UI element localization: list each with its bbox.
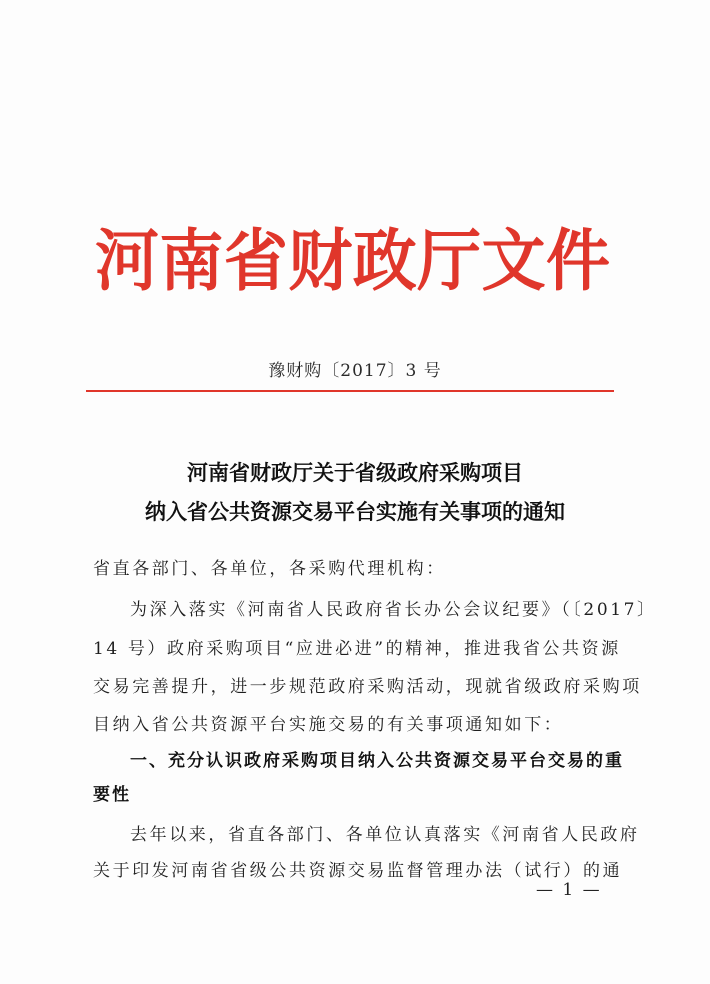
section-heading: 要性 [93, 785, 131, 805]
notice-title-line-1: 河南省财政厅关于省级政府采购项目 [187, 461, 523, 485]
document-header-title [95, 220, 610, 304]
paragraph-line: 目纳入省公共资源平台实施交易的有关事项通知如下： [93, 715, 564, 735]
page-number: — 1 — [536, 880, 602, 900]
paragraph-line: 为深入落实《河南省人民政府省长办公会议纪要》（〔2017〕 [130, 600, 657, 620]
paragraph-line: 去年以来，省直各部门、各单位认真落实《河南省人民政府 [130, 825, 640, 845]
header-char: 财 [288, 222, 353, 301]
header-char: 政 [352, 222, 417, 301]
header-char: 南 [159, 222, 224, 301]
header-char: 省 [223, 222, 288, 301]
salutation: 省直各部门、各单位，各采购代理机构： [93, 559, 446, 579]
section-heading: 一、充分认识政府采购项目纳入公共资源交易平台交易的重 [130, 751, 624, 771]
paragraph-line: 关于印发河南省省级公共资源交易监督管理办法（试行）的通 [93, 861, 623, 881]
notice-title-line-2: 纳入省公共资源交易平台实施有关事项的通知 [145, 500, 565, 524]
header-char: 文 [481, 222, 546, 301]
header-char: 厅 [417, 222, 482, 301]
paragraph-line: 交易完善提升，进一步规范政府采购活动，现就省级政府采购项 [93, 677, 642, 697]
header-char: 河 [95, 222, 159, 301]
header-char: 件 [545, 222, 610, 301]
paragraph-line: 14 号）政府采购项目“应进必进”的精神，推进我省公共资源 [93, 639, 621, 659]
red-divider-line [86, 390, 614, 392]
document-number: 豫财购〔2017〕3 号 [268, 361, 442, 381]
